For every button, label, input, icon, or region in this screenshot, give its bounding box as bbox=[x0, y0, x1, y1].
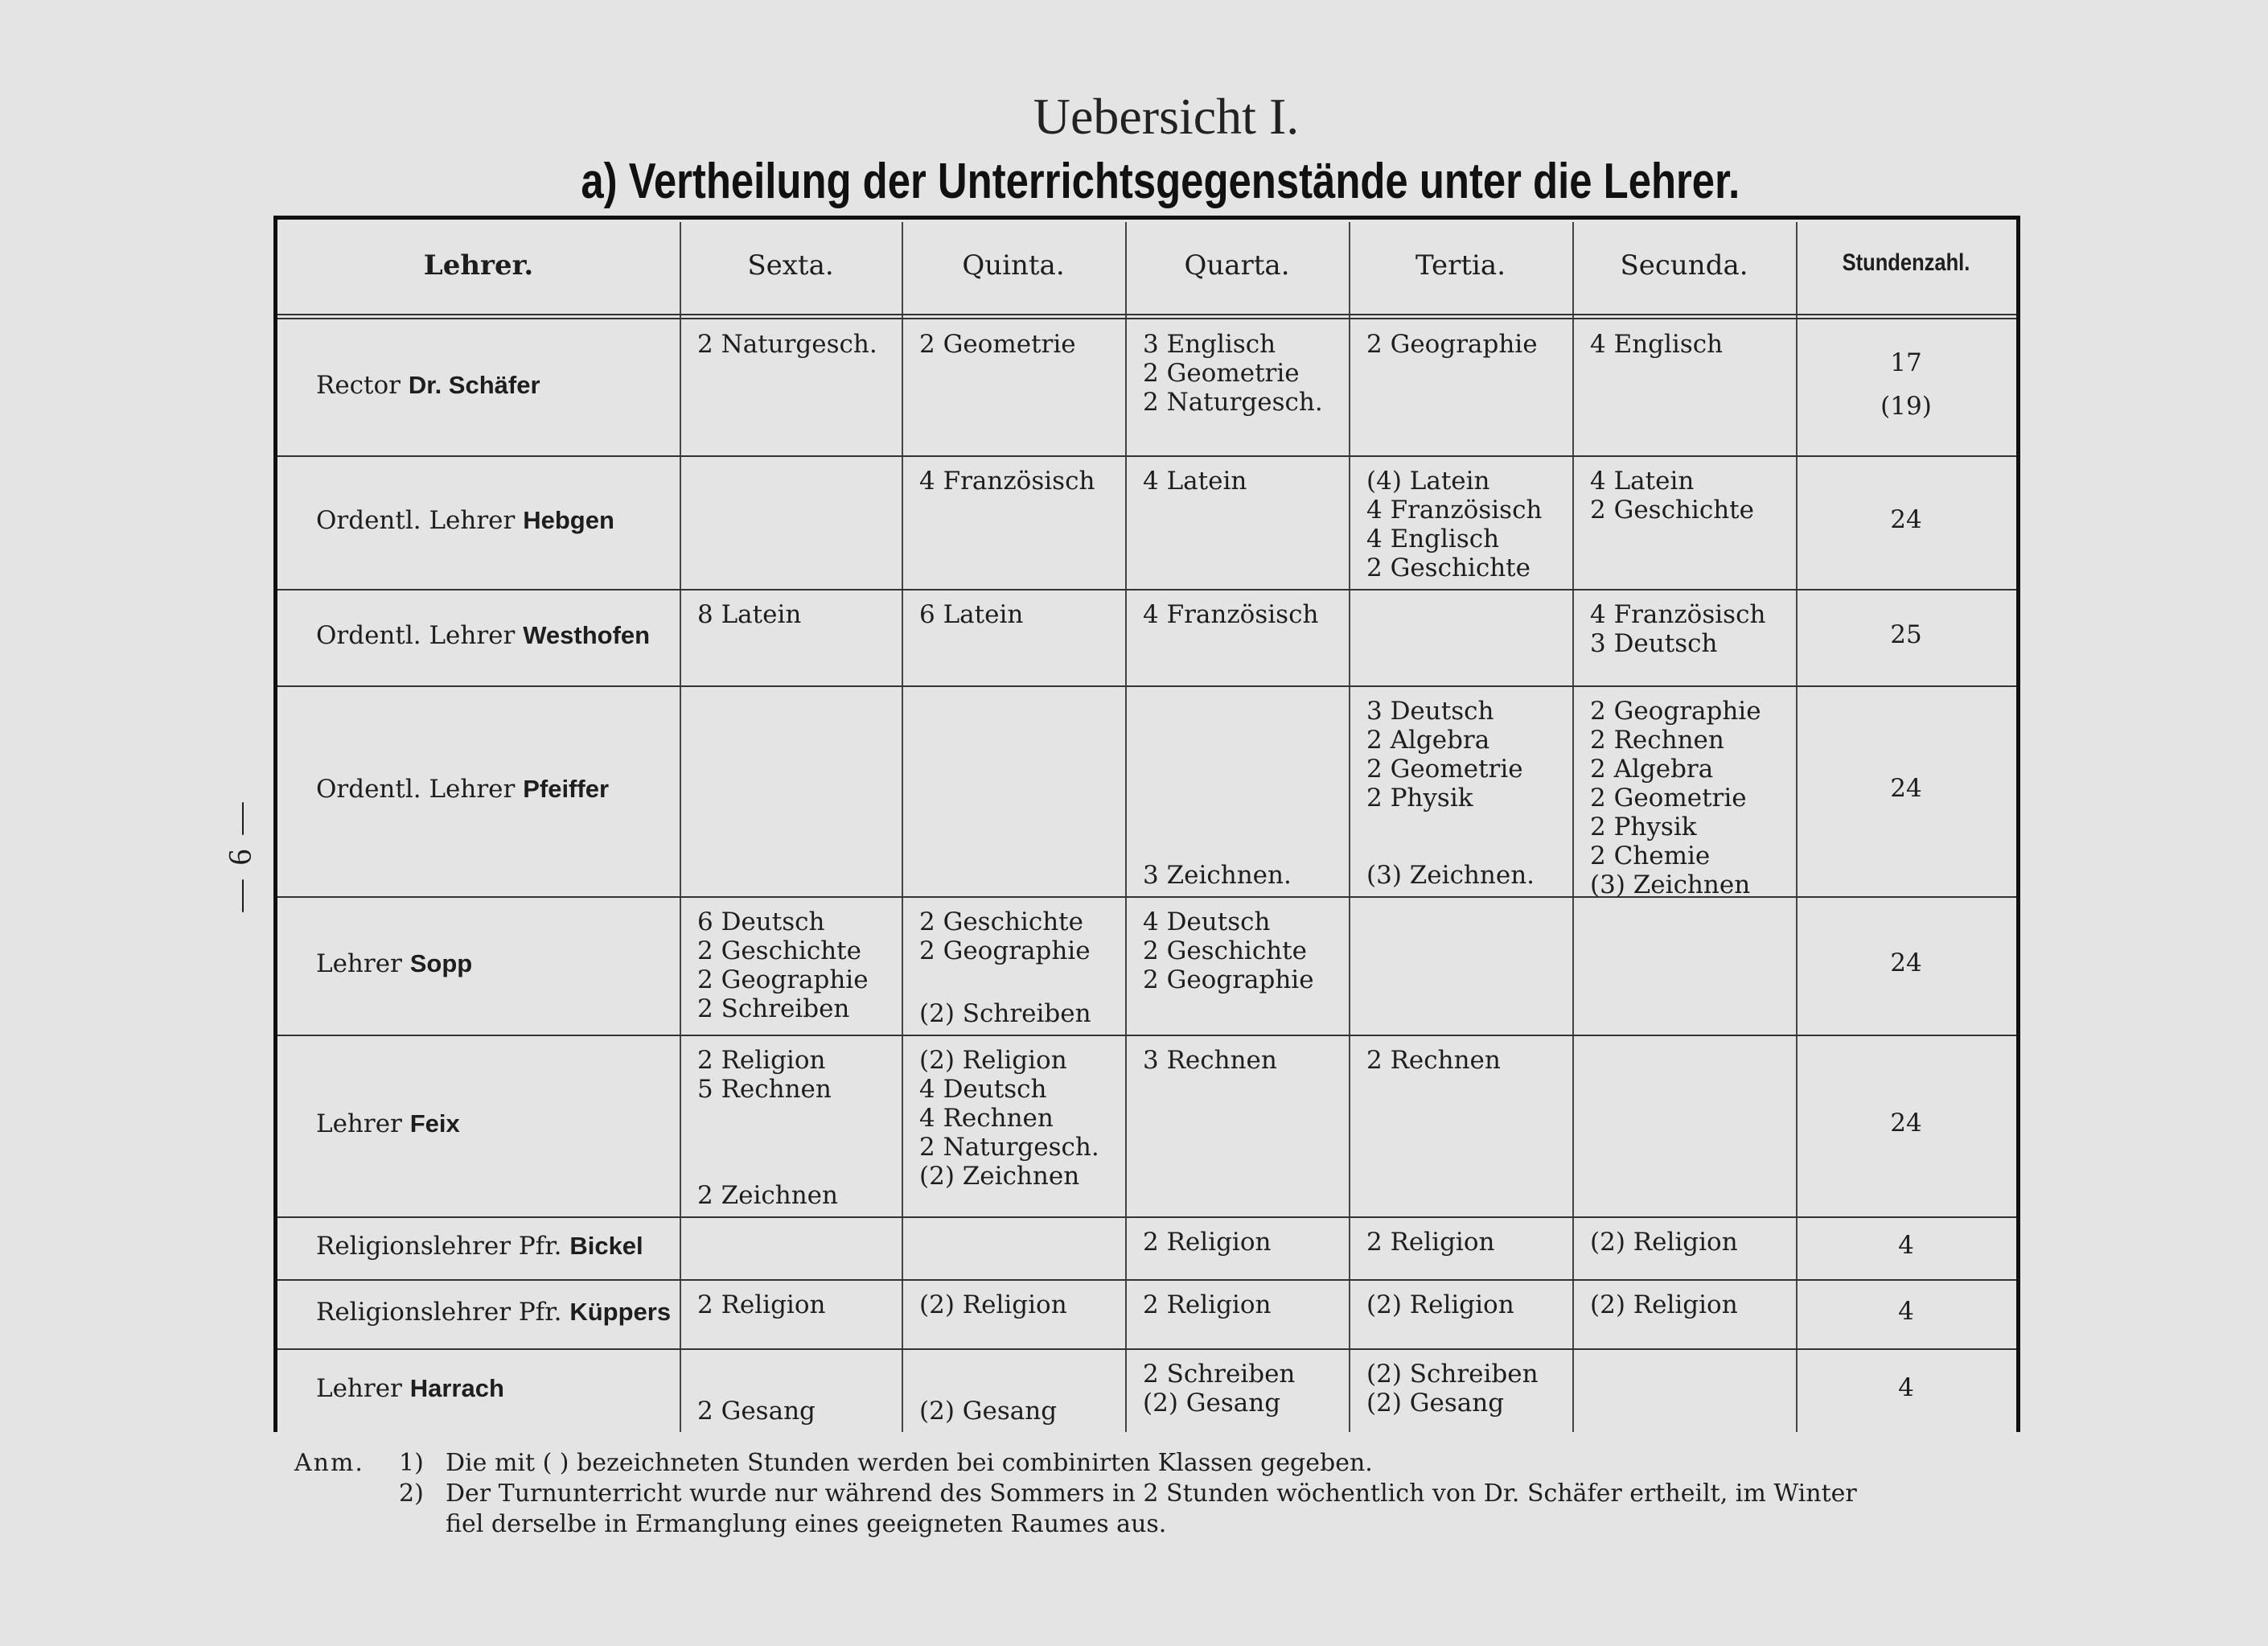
teacher-surname: Harrach bbox=[409, 1374, 504, 1402]
subject-entry: 2 Algebra bbox=[1590, 755, 1714, 784]
subject-entry: (2) Schreiben bbox=[1366, 1360, 1539, 1389]
teacher-name bbox=[316, 949, 472, 978]
subject-entry: 2 Geographie bbox=[1366, 330, 1538, 359]
footnote-spacer bbox=[399, 1509, 446, 1540]
subject-entry: 4 Englisch bbox=[1366, 525, 1500, 553]
footnotes bbox=[294, 1448, 1857, 1540]
footnote-text: Die mit ( ) bezeichneten Stunden werden bei combinirten Klassen gegeben. bbox=[446, 1449, 1373, 1477]
subject-entry: 4 Latein bbox=[1590, 467, 1695, 496]
subject-entry: 2 Rechnen bbox=[1366, 1046, 1501, 1075]
teacher-surname: Hebgen bbox=[523, 506, 614, 534]
subject-entry: (3) Zeichnen. bbox=[1366, 861, 1535, 890]
column-divider bbox=[1349, 222, 1350, 1432]
subject-entry: (2) Religion bbox=[919, 1046, 1067, 1075]
hours-total: 24 bbox=[1890, 949, 1922, 977]
page-number: — 6 — bbox=[221, 799, 258, 912]
hours-total: 25 bbox=[1890, 620, 1922, 649]
teacher-name bbox=[316, 1374, 504, 1403]
footnote-text: Der Turnunterricht wurde nur während des Sommers in 2 Stunden wöchentlich von Dr. Schäfer ertheilt, im Winter bbox=[446, 1479, 1857, 1508]
footnote-number: 1) bbox=[399, 1449, 424, 1477]
teacher-surname: Pfeiffer bbox=[523, 775, 610, 803]
teacher-title: Lehrer bbox=[316, 1374, 410, 1403]
subject-entry: 2 Religion bbox=[1143, 1290, 1272, 1319]
teacher-title: Religionslehrer Pfr. bbox=[316, 1298, 570, 1327]
column-header: Quinta. bbox=[962, 249, 1065, 282]
subject-entry: 4 Englisch bbox=[1590, 330, 1724, 359]
subject-entry: 2 Geschichte bbox=[919, 907, 1083, 936]
subject-entry: 2 Algebra bbox=[1366, 726, 1490, 755]
subject-entry: 2 Geometrie bbox=[1590, 784, 1747, 813]
subject-entry: 2 Geschichte bbox=[1143, 936, 1307, 965]
subject-entry: (2) Religion bbox=[1590, 1290, 1738, 1319]
teacher-title: Rector bbox=[316, 371, 409, 400]
hours-total: 24 bbox=[1890, 505, 1922, 534]
hours-total: 24 bbox=[1890, 1109, 1922, 1138]
hours-total: 24 bbox=[1890, 774, 1922, 803]
subject-entry: 2 Physik bbox=[1590, 813, 1697, 842]
subject-entry: 2 Zeichnen bbox=[697, 1181, 838, 1210]
subject-entry: (2) Zeichnen bbox=[919, 1162, 1080, 1191]
subject-entry: (2) Religion bbox=[1590, 1228, 1738, 1257]
subject-entry: 8 Latein bbox=[697, 600, 802, 629]
footnote-1 bbox=[294, 1448, 1857, 1479]
row-separator bbox=[277, 1216, 2016, 1218]
subject-entry: 3 Deutsch bbox=[1590, 629, 1718, 658]
teacher-name bbox=[316, 371, 540, 400]
column-divider bbox=[1572, 222, 1574, 1432]
hours-total: (19) bbox=[1880, 392, 1932, 421]
subject-entry: 2 Geometrie bbox=[919, 330, 1076, 359]
teacher-surname: Feix bbox=[409, 1109, 460, 1138]
subject-entry: 5 Rechnen bbox=[697, 1075, 832, 1104]
footnote-text: fiel derselbe in Ermanglung eines geeigneten Raumes aus. bbox=[446, 1510, 1167, 1538]
subject-entry: 4 Französisch bbox=[1366, 496, 1543, 525]
subject-entry: 2 Geometrie bbox=[1143, 359, 1300, 388]
subject-entry: (2) Schreiben bbox=[919, 999, 1091, 1028]
column-header: Secunda. bbox=[1620, 249, 1748, 282]
subject-entry: (2) Gesang bbox=[1143, 1389, 1281, 1418]
subject-entry: (2) Gesang bbox=[1366, 1389, 1505, 1418]
page-title: Uebersicht I. bbox=[1033, 88, 1300, 145]
subject-entry: 4 Deutsch bbox=[919, 1075, 1047, 1104]
teacher-surname: Dr. Schäfer bbox=[408, 371, 540, 399]
teacher-name bbox=[316, 621, 650, 650]
subject-entry: 2 Geschichte bbox=[1590, 496, 1754, 525]
subject-entry: 2 Chemie bbox=[1590, 842, 1711, 870]
subject-entry: 2 Gesang bbox=[697, 1397, 816, 1426]
column-header: Tertia. bbox=[1415, 249, 1506, 282]
column-header: Stundenzahl. bbox=[1842, 249, 1970, 276]
row-separator bbox=[277, 685, 2016, 687]
page-subtitle: a) Vertheilung der Unterrichtsgegenstände unter die Lehrer. bbox=[581, 154, 1740, 209]
hours-total: 4 bbox=[1898, 1297, 1914, 1326]
subject-entry: 2 Geographie bbox=[1143, 965, 1314, 994]
teacher-surname: Bickel bbox=[569, 1232, 643, 1260]
footnote-number: 2) bbox=[399, 1479, 424, 1508]
footnote-spacer bbox=[294, 1509, 399, 1540]
subject-entry: 2 Schreiben bbox=[1143, 1360, 1296, 1389]
subject-entry: 3 Rechnen bbox=[1143, 1046, 1277, 1075]
header-separator bbox=[277, 314, 2016, 319]
teacher-title: Ordentl. Lehrer bbox=[316, 775, 524, 804]
subject-entry: 2 Rechnen bbox=[1590, 726, 1724, 755]
subject-entry: (2) Religion bbox=[919, 1290, 1067, 1319]
teacher-name bbox=[316, 506, 614, 535]
teacher-title: Ordentl. Lehrer bbox=[316, 621, 524, 650]
footnote-spacer bbox=[294, 1479, 399, 1509]
subject-entry: 2 Schreiben bbox=[697, 994, 850, 1023]
row-separator bbox=[277, 1035, 2016, 1036]
subject-entry: 6 Latein bbox=[919, 600, 1024, 629]
footnote-label: Anm. bbox=[294, 1449, 364, 1477]
teacher-title: Religionslehrer Pfr. bbox=[316, 1232, 570, 1261]
row-separator bbox=[277, 589, 2016, 591]
row-separator bbox=[277, 896, 2016, 898]
teacher-name bbox=[316, 775, 609, 804]
subject-entry: 3 Deutsch bbox=[1366, 697, 1494, 726]
subject-entry: 2 Geschichte bbox=[697, 936, 861, 965]
teacher-surname: Westhofen bbox=[523, 621, 651, 649]
column-header: Lehrer. bbox=[423, 249, 534, 282]
column-header: Quarta. bbox=[1184, 249, 1290, 282]
subject-entry: 2 Physik bbox=[1366, 784, 1473, 813]
subject-entry: 2 Naturgesch. bbox=[1143, 388, 1323, 417]
hours-total: 17 bbox=[1890, 348, 1922, 377]
subject-entry: (3) Zeichnen bbox=[1590, 870, 1751, 899]
subject-entry: 2 Naturgesch. bbox=[919, 1133, 1099, 1162]
subject-entry: 4 Französisch bbox=[1143, 600, 1319, 629]
teacher-name bbox=[316, 1298, 671, 1327]
footnote-2 bbox=[294, 1479, 1857, 1509]
column-divider bbox=[902, 222, 903, 1432]
subject-entry: 2 Geschichte bbox=[1366, 553, 1530, 582]
subject-entry: 2 Religion bbox=[1143, 1228, 1272, 1257]
subject-entry: 2 Geographie bbox=[1590, 697, 1761, 726]
subject-entry: 6 Deutsch bbox=[697, 907, 825, 936]
subject-entry: 2 Naturgesch. bbox=[697, 330, 877, 359]
table-top-border bbox=[277, 216, 2016, 220]
subject-entry: 4 Französisch bbox=[919, 467, 1095, 496]
subject-entry: 4 Rechnen bbox=[919, 1104, 1054, 1133]
subject-entry: (2) Gesang bbox=[919, 1397, 1058, 1426]
teacher-title: Lehrer bbox=[316, 1109, 410, 1138]
teacher-title: Lehrer bbox=[316, 949, 410, 978]
column-header: Sexta. bbox=[747, 249, 834, 282]
row-separator bbox=[277, 455, 2016, 457]
subject-entry: (4) Latein bbox=[1366, 467, 1490, 496]
subject-entry: 2 Geographie bbox=[919, 936, 1091, 965]
subject-entry: 3 Englisch bbox=[1143, 330, 1276, 359]
subject-entry: 2 Religion bbox=[1366, 1228, 1495, 1257]
footnote-2-continued bbox=[294, 1509, 1857, 1540]
teacher-distribution-table bbox=[273, 216, 2020, 1432]
subject-entry: 2 Religion bbox=[697, 1046, 826, 1075]
row-separator bbox=[277, 1348, 2016, 1350]
teacher-name bbox=[316, 1109, 460, 1138]
teacher-name bbox=[316, 1232, 643, 1261]
teacher-surname: Küppers bbox=[569, 1298, 672, 1326]
column-divider bbox=[1125, 222, 1127, 1432]
teacher-title: Ordentl. Lehrer bbox=[316, 506, 524, 535]
hours-total: 4 bbox=[1898, 1373, 1914, 1402]
subject-entry: 4 Latein bbox=[1143, 467, 1247, 496]
hours-total: 4 bbox=[1898, 1231, 1914, 1260]
subject-entry: 2 Geometrie bbox=[1366, 755, 1523, 784]
subject-entry: 4 Deutsch bbox=[1143, 907, 1271, 936]
teacher-surname: Sopp bbox=[409, 949, 473, 977]
subject-entry: 3 Zeichnen. bbox=[1143, 861, 1292, 890]
row-separator bbox=[277, 1279, 2016, 1281]
column-divider bbox=[680, 222, 681, 1432]
subject-entry: (2) Religion bbox=[1366, 1290, 1514, 1319]
subject-entry: 2 Religion bbox=[697, 1290, 826, 1319]
subject-entry: 4 Französisch bbox=[1590, 600, 1766, 629]
subject-entry: 2 Geographie bbox=[697, 965, 869, 994]
